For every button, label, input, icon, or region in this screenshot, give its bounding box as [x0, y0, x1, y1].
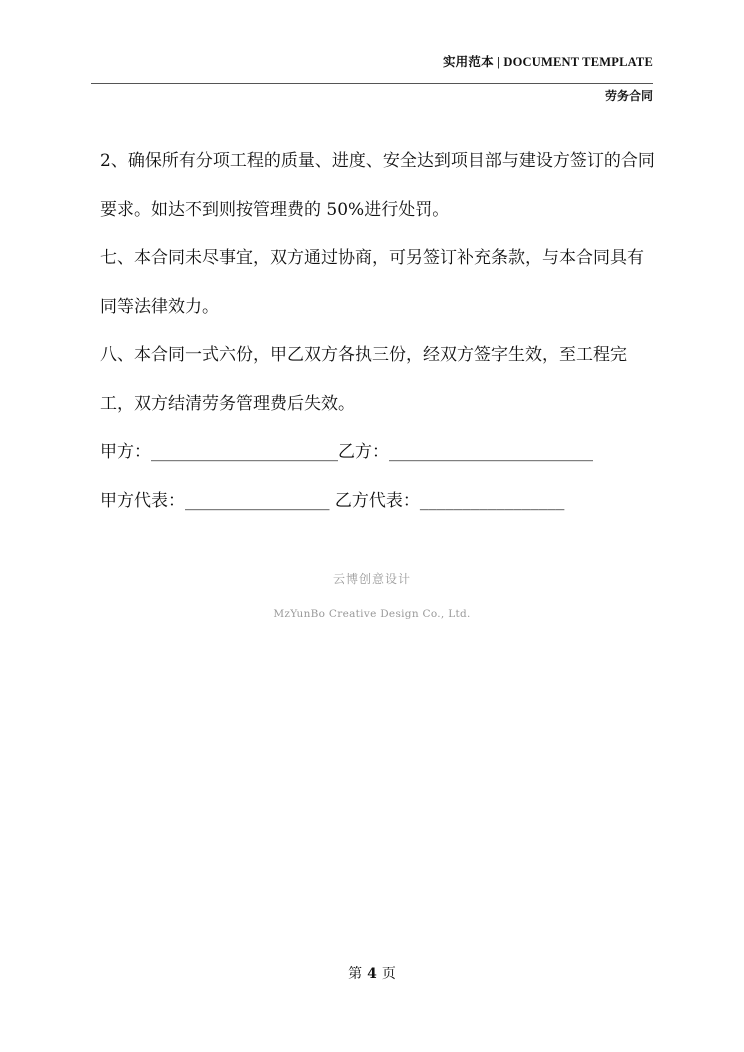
company-name-english: MzYunBo Creative Design Co., Ltd. [273, 608, 471, 620]
page-number-suffix: 页 [381, 966, 396, 982]
company-name-chinese: 云博创意设计 [332, 572, 411, 586]
document-template-title: 实用范本 | DOCUMENT TEMPLATE [442, 55, 653, 69]
document-type-label: 劳务合同 [604, 89, 653, 103]
clause-quality-requirement: 2、确保所有分项工程的质量、进度、安全达到项目部与建设方签订的合同要求。如达不到则按管理费的 50%进行处罚。 [100, 151, 655, 220]
clause-eight-copies-and-validity: 八、本合同一式六份，甲乙双方各执三份，经双方签字生效，至工程完工，双方结清劳务管理费后失效。 [100, 345, 627, 414]
contract-body [100, 137, 660, 525]
page-number [0, 963, 744, 983]
representative-signature-line: 甲方代表：_________________ 乙方代表：_________________ [100, 490, 565, 511]
company-footer [0, 570, 744, 620]
page-number-value: 4 [367, 966, 377, 982]
party-signature-line: 甲方：______________________乙方：________________________ [100, 442, 593, 462]
header-divider [91, 83, 653, 84]
clause-seven-supplementary-terms: 七、本合同未尽事宜，双方通过协商，可另签订补充条款，与本合同具有同等法律效力。 [100, 248, 644, 317]
page-number-prefix: 第 [348, 966, 363, 982]
